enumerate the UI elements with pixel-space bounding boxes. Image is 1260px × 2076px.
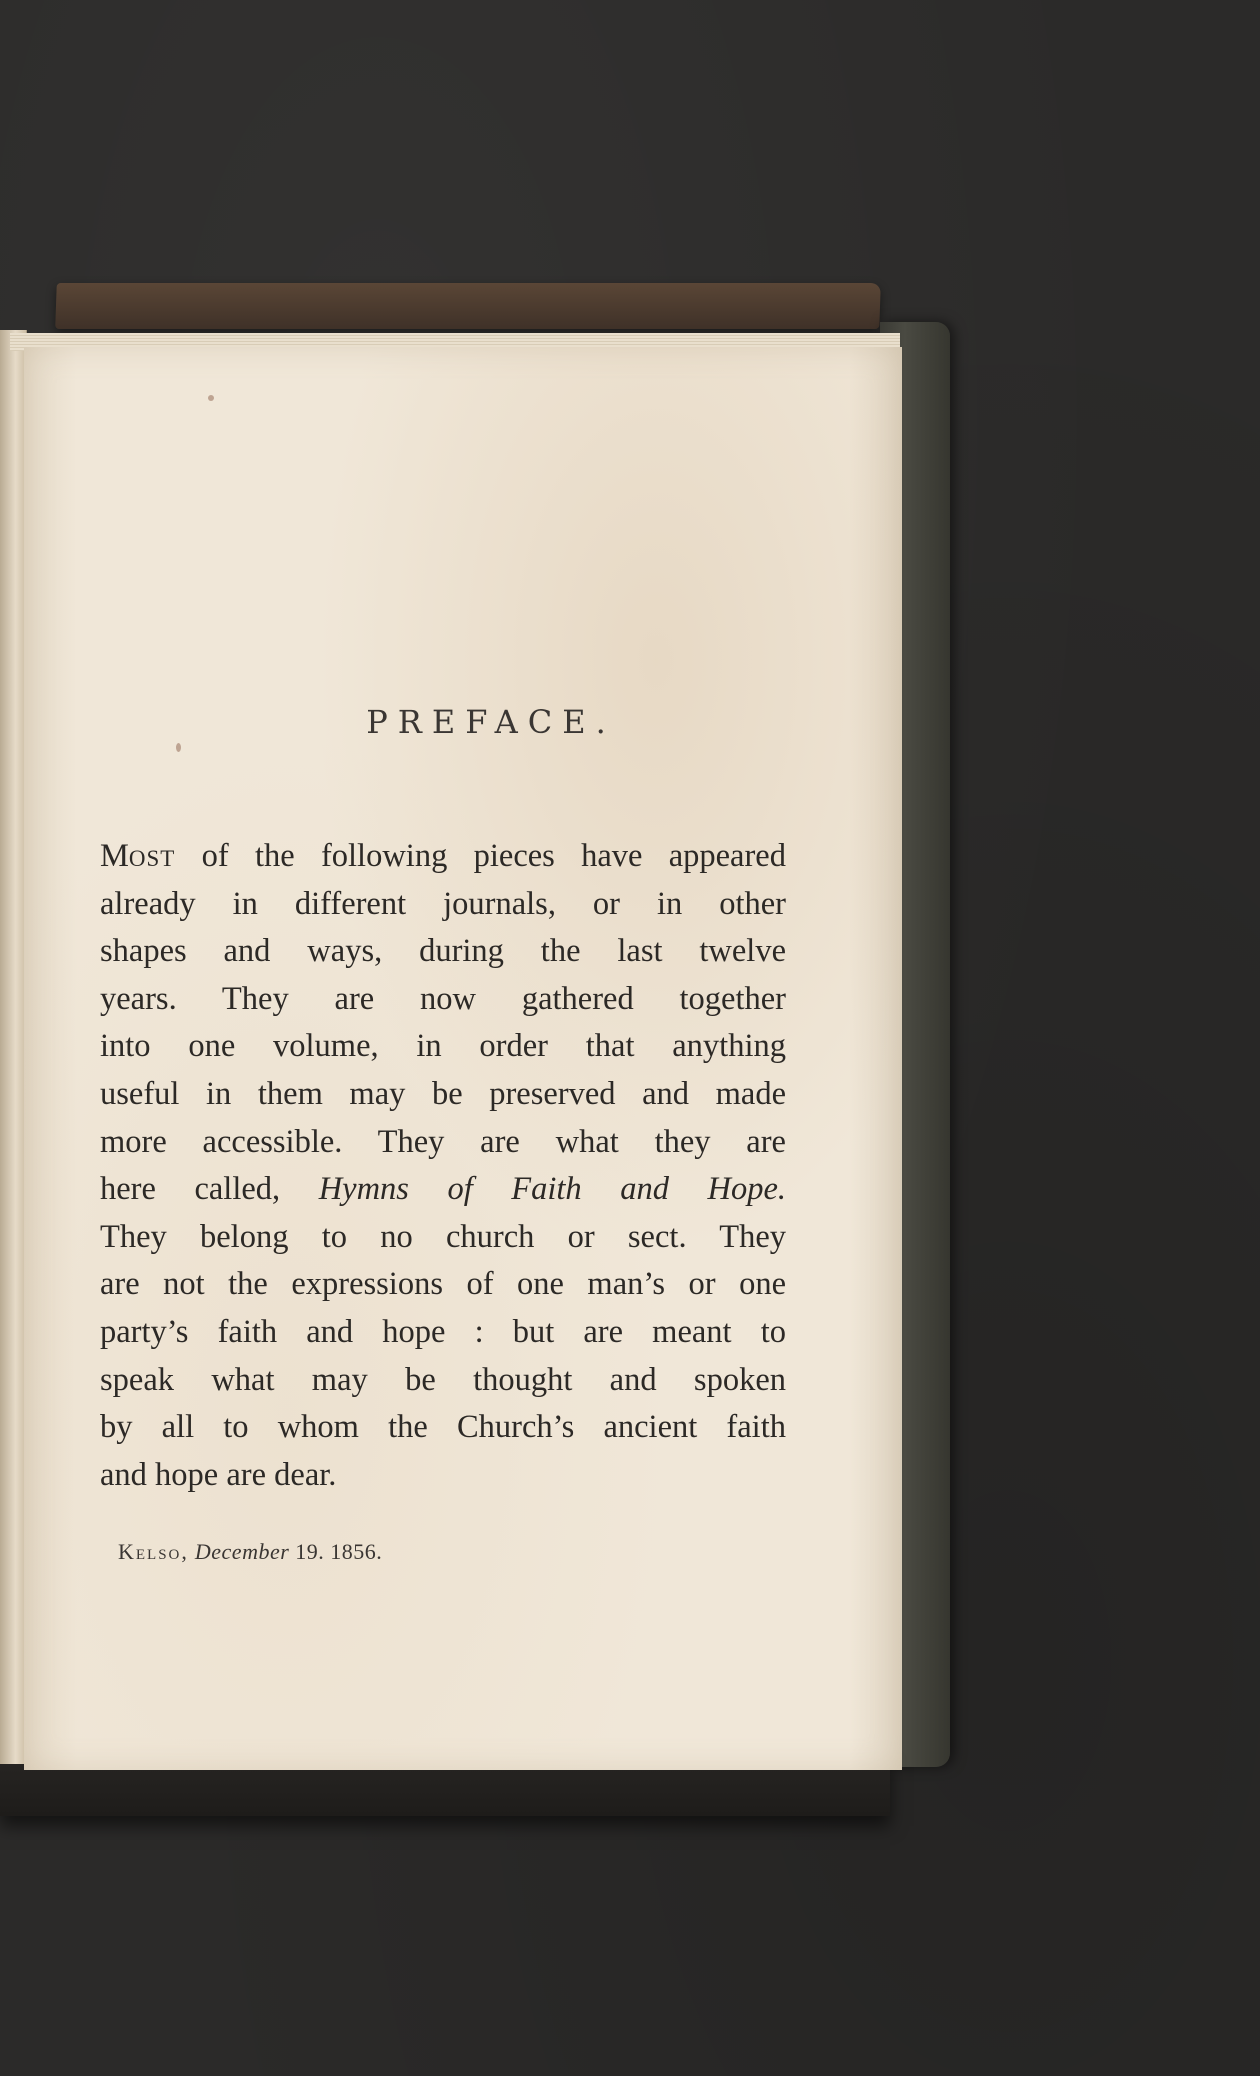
page-title: PREFACE. <box>366 703 616 741</box>
text-line: Most of the following pieces have appeared <box>100 838 786 874</box>
paper-speck <box>208 395 214 401</box>
text-line: by all to whom the Church’s ancient faith <box>100 1409 786 1446</box>
text-line: years. They are now gathered together <box>100 980 786 1017</box>
book-page <box>24 347 902 1770</box>
text-line: here called, Hymns of Faith and Hope. <box>100 1171 786 1208</box>
signoff-date: 19. 1856. <box>295 1539 383 1564</box>
preface-paragraph <box>100 833 786 1499</box>
text-line: are not the expressions of one man’s or one <box>100 1266 786 1303</box>
paper-speck <box>176 743 181 752</box>
text-line: more accessible. They are what they are <box>100 1123 786 1160</box>
signoff-month: December <box>194 1539 290 1564</box>
text-line: They belong to no church or sect. They <box>100 1218 786 1255</box>
left-page-stack <box>0 330 27 1764</box>
text-line: already in different journals, or in other <box>100 885 786 922</box>
signoff <box>118 1539 382 1565</box>
text-line: speak what may be thought and spoken <box>100 1361 786 1398</box>
top-cover-board <box>55 283 881 329</box>
text-line: and hope are dear. <box>100 1456 337 1493</box>
signoff-place: Kelso, <box>118 1539 189 1564</box>
text-line: useful in them may be preserved and made <box>100 1075 786 1112</box>
text-line: shapes and ways, during the last twelve <box>100 933 786 970</box>
first-word: Most <box>100 838 176 874</box>
text-line: party’s faith and hope : but are meant to <box>100 1313 786 1350</box>
text-line: into one volume, in order that anything <box>100 1028 786 1065</box>
book-title: Hymns of Faith and Hope. <box>318 1171 786 1208</box>
